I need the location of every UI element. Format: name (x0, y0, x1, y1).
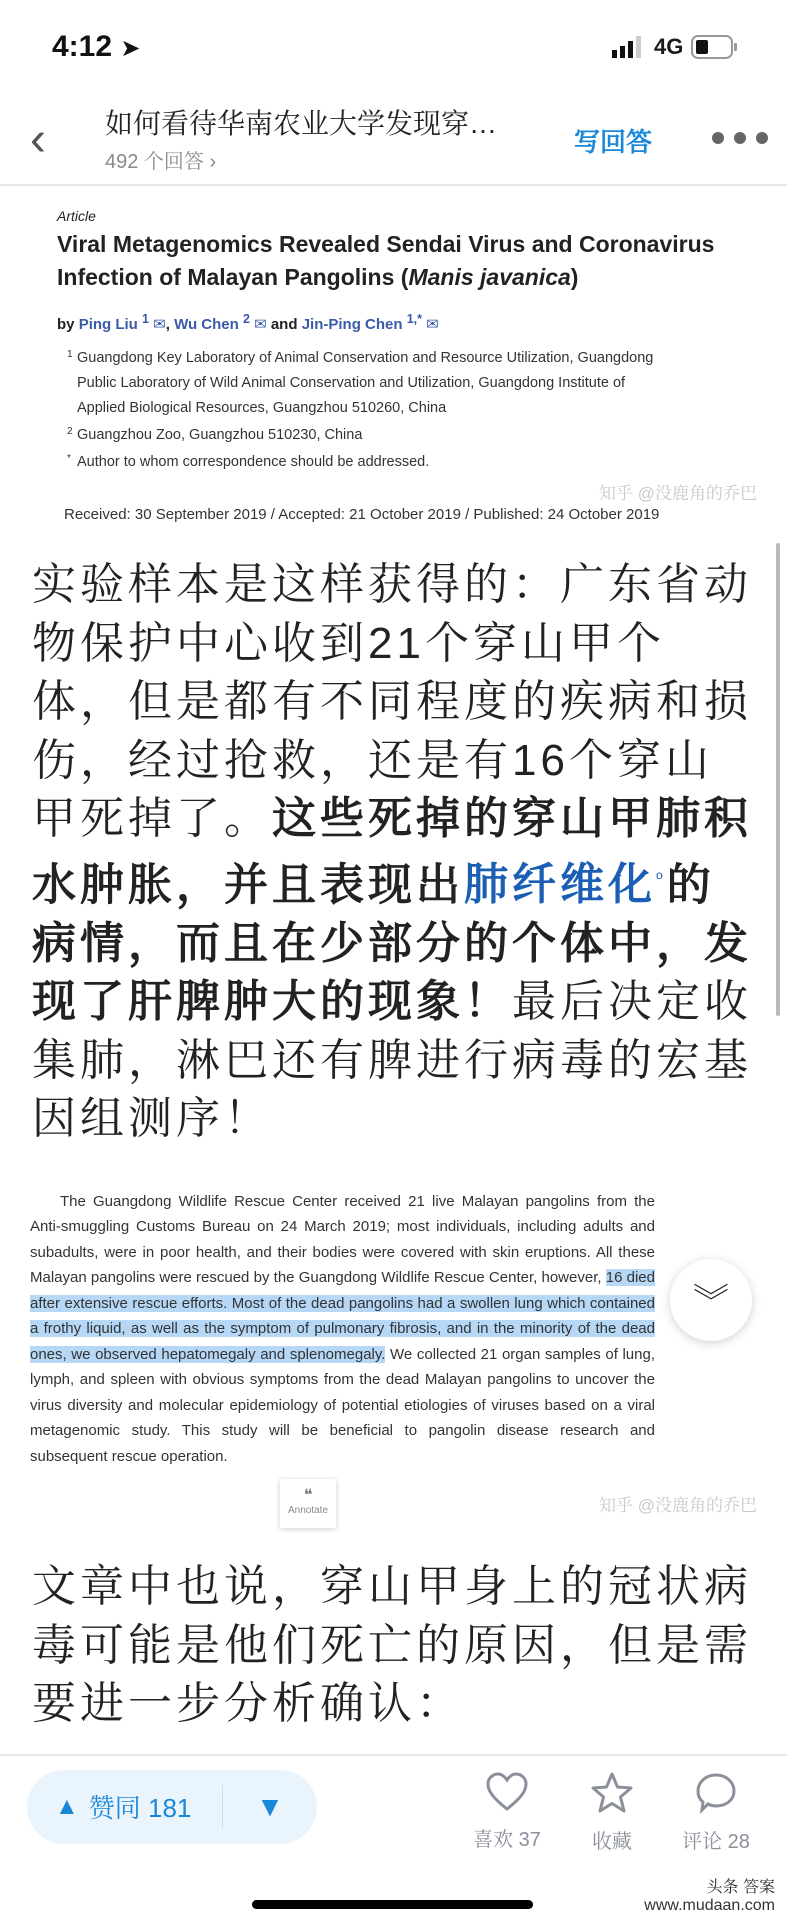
bottom-bar (0, 1754, 787, 1927)
more-icon[interactable] (710, 130, 770, 146)
answer-count-link[interactable]: 492 个回答 › (105, 151, 217, 173)
article-authors: by Ping Liu $^1$ ✉, Wu Chen $^2$ ✉ and Jin-Ping Chen $^{1,*}$ ✉ (57, 312, 439, 333)
author-link[interactable]: Wu Chen $^2$ ✉ (174, 312, 267, 333)
author-link[interactable]: Jin-Ping Chen $^{1,*}$ ✉ (301, 312, 439, 333)
question-title[interactable]: 如何看待华南农业大学发现穿… (105, 108, 498, 139)
status-time: 4:12 ➤ (52, 30, 141, 63)
heart-icon (485, 1772, 529, 1812)
triangle-up-icon: ▲ (55, 1792, 79, 1820)
corner-watermark: 头条 答案 www.mudaan.com (644, 1878, 775, 1914)
comment-button[interactable]: 评论 28 (671, 1772, 761, 1854)
article-dates: Received: 30 September 2019 / Accepted: 21 October 2019 / Published: 24 October 2019 (64, 506, 660, 523)
status-icons (612, 34, 737, 60)
back-button[interactable]: ‹ (30, 113, 46, 166)
watermark: 知乎 @没鹿角的乔巴 (599, 1496, 757, 1516)
collect-button[interactable]: 收藏 (567, 1772, 657, 1854)
downvote-button[interactable] (223, 1791, 317, 1823)
article-label: Article (57, 208, 96, 224)
star-icon (590, 1772, 634, 1814)
author-link[interactable]: Ping Liu $^1$ ✉ (78, 312, 166, 333)
comment-bubble-icon (694, 1772, 738, 1814)
upvote-button[interactable]: ▲ 赞同 181 (55, 1792, 192, 1824)
answer-paragraph: 文章中也说，穿山甲身上的冠状病毒可能是他们死亡的原因，但是需要进一步分析确认： (32, 1562, 752, 1729)
affiliation: * Author to whom correspondence should be addressed. (67, 453, 430, 470)
scroll-down-button[interactable] (670, 1259, 752, 1341)
vote-pill (27, 1770, 317, 1844)
affiliation: 2 Guangzhou Zoo, Guangzhou 510230, China (67, 426, 363, 443)
top-header (0, 0, 787, 186)
annotate-popup[interactable]: ❝ Annotate (280, 1479, 336, 1528)
triangle-down-icon: ▼ (256, 1790, 284, 1822)
scrollbar[interactable] (776, 543, 780, 1016)
battery-icon (691, 35, 737, 59)
double-chevron-down-icon: ︾ (692, 1281, 729, 1323)
write-answer-button[interactable]: 写回答 (574, 127, 653, 157)
quote-icon: ❝ (303, 1487, 313, 1505)
signal-icon (612, 36, 646, 58)
answer-paragraph: 实验样本是这样获得的：广东省动物保护中心收到21个穿山甲个体，但是都有不同程度的疾病和损伤，经过抢救，还是有16个穿山甲死掉了。这些死掉的穿山甲肺积水肿胀，并且表现出肺纤维化$^ᵒ$的病情，而且在少部分的个体中，发现了肝脾肿大的现象！最后决定收集肺，淋巴还有脾进行病毒的宏基因组测序！ (32, 560, 752, 1144)
excerpt-text: The Guangdong Wildlife Rescue Center received 21 live Malayan pangolins from the Anti-smuggling Customs Bureau on 24 March 2019; most individuals, including adults and subadults, were in poor health, and their bodies were covered with skin eruptions. All these Malayan pangolins were rescued by the Guangdong Wildlife Rescue Center, however, 16 died after extensive rescue efforts. Most of the dead pangolins had a swollen lung which contained a frothy liquid, as well as the symptom of pulmonary fibrosis, and in the minority of the dead ones, we observed hepatomegaly and splenomegaly. We collected 21 organ samples of lung, lymph, and spleen with obvious symptoms from the dead Malayan pangolins to uncover the virus diversity and molecular epidemiology of potential etiologies of viruses based on a viral metagenomic study. This study will be beneficial to pangolin disease research and subsequent rescue operation. (30, 1192, 655, 1465)
home-indicator[interactable] (252, 1900, 533, 1909)
article-title: Viral Metagenomics Revealed Sendai Virus and Coronavirus Infection of Malayan Pangolins (Manis javanica) (57, 231, 715, 290)
like-button[interactable]: 喜欢 37 (462, 1772, 552, 1852)
location-arrow-icon: ➤ (120, 35, 141, 62)
watermark: 知乎 @没鹿角的乔巴 (599, 484, 757, 503)
network-label: 4G (654, 34, 684, 59)
article-screenshot (0, 186, 787, 526)
keyword-link[interactable]: 肺纤维化$^ᵒ$ (464, 860, 667, 910)
affiliation: 1 Guangdong Key Laboratory of Animal Conservation and Resource Utilization, Guangdong Public Laboratory of Wild Animal Conservation and Utilization, Guangdong Institute of Applied Biological Resources, Guangzhou 510260, China (67, 349, 654, 416)
excerpt-block (0, 1189, 787, 1470)
